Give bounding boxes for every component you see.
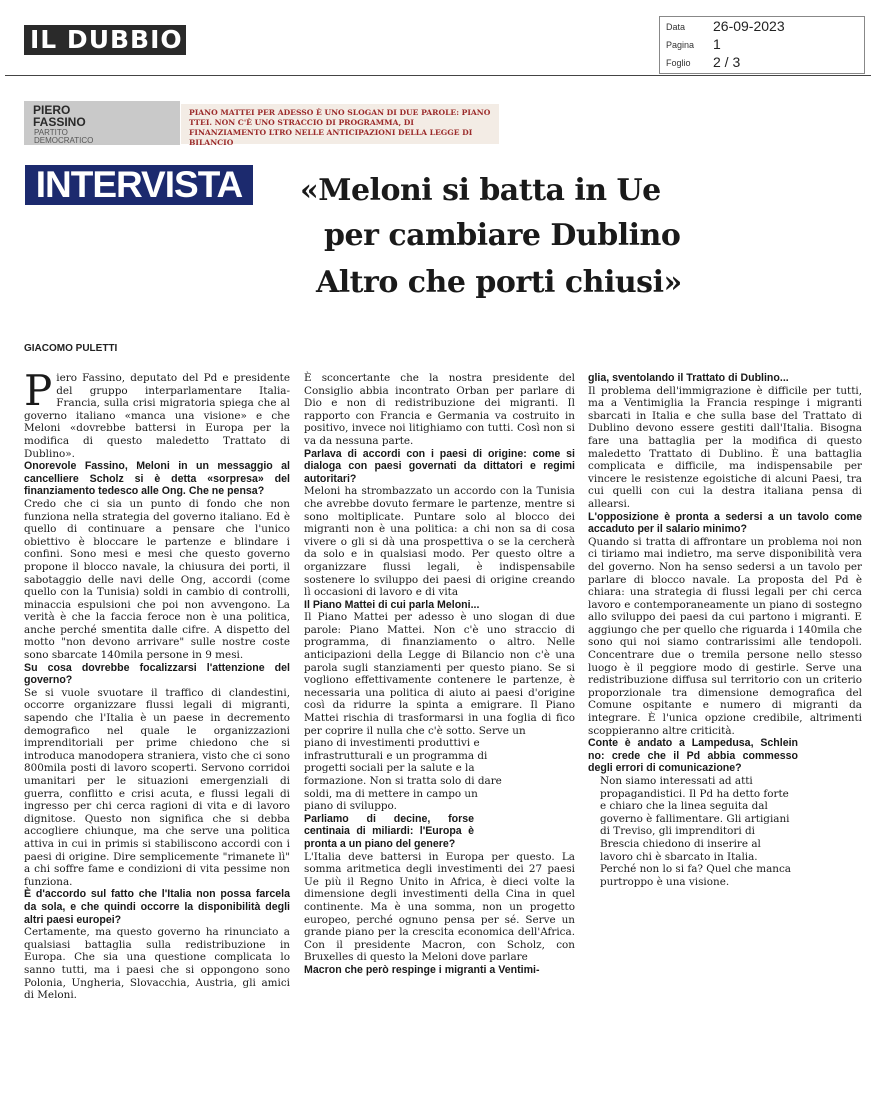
intro-paragraph	[24, 366, 290, 460]
press-metadata-box	[659, 16, 865, 74]
article-author: GIACOMO PULETTI	[24, 343, 118, 354]
article-column-3	[588, 372, 862, 888]
section-kicker: INTERVISTA	[25, 165, 253, 205]
answer-5: Il Piano Mattei per adesso è uno slogan di due parole: Piano Mattei. Non c'è uno straccio di programma, di finanziamento o altro. Nelle anticipazioni della Legge di Bilancio non c'è una parola sugli stanziamenti per questo piano. Se si vogliono effettivamente contenere le partenze, è necessaria una politica di aiuto ai paesi d'origine così da ridurre la spinta a emigrare. Il Piano Mattei rischia di trasformarsi in una foglia di fico per coprire il nulla che c'è sotto. Serve un	[304, 611, 575, 737]
date-label: Data	[666, 22, 686, 32]
answer-7: Il problema dell'immigrazione è difficile per tutti, ma a Ventimiglia la Francia respinge i migranti sbarcati in Italia e che sulla base del Trattato di Dublino devono essere gestiti dall'Italia. Bisogna fare una battaglia per la modifica di questo maledetto Trattato di Dublino. È una battaglia complicata e difficile, ma indispensabile per vincere le resistenze egoistiche di alcuni Paesi, tra cui quelli con cui la destra italiana pensa di allearsi.	[588, 384, 862, 510]
byline-box	[24, 101, 180, 145]
question-5: Il Piano Mattei di cui parla Meloni...	[304, 598, 480, 611]
article-column-2	[304, 372, 575, 977]
newspaper-logo: IL DUBBIO	[24, 25, 186, 55]
page-value: 1	[713, 36, 721, 52]
article-column-1	[24, 366, 290, 1002]
question-6: Parliamo di decine, forse centinaia di miliardi: l'Europa è pronta a un piano del genere?	[304, 812, 474, 850]
drop-cap: P	[24, 366, 53, 415]
sheet-label: Foglio	[666, 58, 691, 68]
answer-1: Credo che ci sia un punto di fondo che non funziona nella strategia del governo italiano. Ed è quello di continuare a pensare che l'unico obiettivo è bloccare le partenze e blindare i confini. Sono mesi e mesi che questo governo propone il blocco navale, la chiusura dei porti, il sabotaggio delle navi delle Ong, accordi (come quello con la Tunisia) soldi in cambio di controlli, minaccia espulsioni che poi non avvengono. La verità è che la faccia feroce non è una politica, anche perché smentita dalle cifre. A dispetto del motto "non devono arrivare" sulle nostre coste sono sbarcate 140mila persone in 9 mesi.	[24, 497, 290, 662]
interviewee-party: PARTITO DEMOCRATICO	[34, 128, 94, 145]
headline-line-1: «Meloni si batta in Ue	[300, 173, 661, 208]
answer-2: Se si vuole svuotare il traffico di clandestini, occorre organizzare flussi legali di migranti, sapendo che l'Italia è un paese in decremento demografico nel quale le organizzazioni imprenditoriali per prime chiedono che si introduca manodopera straniera, visto che ci sono 800mila posti di lavoro scoperti. Servono corridoi umanitari per le situazioni emergenziali di guerra, conflitto e crisi acuta, e flussi legali di ingresso per chi cerca ragioni di vita e di lavoro dignitose. Questo non significa che si debba accogliere chiunque, ma che serve una politica attiva in cui in primis si stabiliscono accordi con i paesi di origine. Dire semplicemente "rimanete lì" a chi soffre fame e condizioni di vita pessime non funziona.	[24, 686, 290, 888]
answer-4: Meloni ha strombazzato un accordo con la Tunisia che avrebbe dovuto fermare le partenze, mentre si sono moltiplicate. Puntare solo al blocco dei migranti non è una politica: a chi non sa di cosa vivere o gli si dà una prospettiva o se la cercherà da solo e in qualsiasi modo. Per questo oltre a organizzare flussi legali, è indispensabile sostenere lo sviluppo dei paesi di origine creando lì occasioni di lavoro e di vita	[304, 485, 575, 599]
answer-5-continued: piano di investimenti produttivi e infrastrutturali e un programma di progetti sociali per la salute e la formazione. Non si tratta solo di dare soldi, ma di mettere in campo un piano di sviluppo.	[304, 737, 502, 813]
answer-6-bold-continued: glia, sventolando il Trattato di Dublino...	[588, 372, 789, 384]
sheet-value: 2 / 3	[713, 54, 741, 70]
interviewee-name: PIERO FASSINO	[33, 103, 86, 129]
summary-box	[181, 104, 499, 147]
question-3: È d'accordo sul fatto che l'Italia non possa farcela da sola, e che quindi occorre la disponibilità degli altri paesi europei?	[24, 888, 290, 926]
question-9: Conte è andato a Lampedusa, Schlein no: crede che il Pd abbia commesso degli errori di comunicazione?	[588, 737, 798, 775]
answer-6-bold-closing: Macron che però respinge i migranti a Ventimi-	[304, 963, 540, 976]
answer-8: Quando si tratta di affrontare un problema noi non ci tiriamo mai indietro, ma serve disponibilità vera del governo. Non ha senso sedersi a un tavolo per parlare di blocco navale. La proposta del Pd è chiara: una strategia di flussi legali per chi cerca lavoro e contemporaneamente un piano di sostegno allo sviluppo dei paesi da cui partono i migranti. E aggiungo che per quello che riguarda i 140mila che sono qui noi siamo contrarissimi alle tendopoli. Concentrare due o tremila persone nello stesso luogo è il peggiore modo di gestirle. Serve una redistribuzione diffusa sul territorio con un criterio proporzionale tra dimensione demografica del Comune ospitante e numero di migranti da integrare. È l'unica opzione credibile, altrimenti scoppieranno altre criticità.	[588, 535, 862, 737]
answer-3-continued: È sconcertante che la nostra presidente del Consiglio abbia incontrato Orban per parlare di Dio e non di redistribuzione dei migranti. Il rapporto con Francia e Germania va costruito in positivo, invece noi litighiamo con tutti. Così non si va da nessuna parte.	[304, 372, 575, 447]
answer-9: Non siamo interessati ad atti propagandistici. Il Pd ha detto forte e chiaro che la linea seguita dal governo è fallimentare. Gli artigiani di Treviso, gli imprenditori di Brescia chiedono di inserire al lavoro chi è sbarcato in Italia. Perché non lo si fa? Quel che manca purtroppo è una visione.	[600, 775, 792, 888]
answer-3: Certamente, ma questo governo ha rinunciato a qualsiasi battaglia sulla redistribuzione in Europa. Che sia una questione complicata lo sanno tutti, ma i paesi che si oppongono sono Polonia, Ungheria, Slovacchia, Austria, gli amici di Meloni.	[24, 926, 290, 1002]
question-8: L'opposizione è pronta a sedersi a un tavolo come accaduto per il salario minimo?	[588, 510, 862, 536]
answer-6: L'Italia deve battersi in Europa per questo. La somma aritmetica degli investimenti dei 27 paesi Ue più il Regno Unito in Africa, è dieci volte la dimensione degli investimenti della Cina in quel continente. Ma è una somma, non un progetto europeo, perché ognuno pensa per sé. Serve un grande piano per la crescita economica dell'Africa. Con il presidente Macron, con Scholz, con Bruxelles di questo la Meloni dove parlare	[304, 850, 575, 964]
intro-text: iero Fassino, deputato del Pd e presidente del gruppo interparlamentare Italia-Francia, sulla crisi migratoria spiega che al governo italiano «manca una visione» e che Meloni «dovrebbe battersi in Europa per la modifica di questo maledetto Trattato di Dublino».	[24, 372, 290, 460]
date-value: 26-09-2023	[713, 18, 785, 34]
headline-line-3: Altro che porti chiusi»	[316, 265, 682, 300]
summary-text: PIANO MATTEI PER ADESSO È UNO SLOGAN DI DUE PAROLE: PIANO TTEI. NON C'È UNO STRACCIO DI PROGRAMMA, DI FINANZIAMENTO LTRO NELLE ANTICIPAZIONI DELLA LEGGE DI BILANCIO	[189, 108, 491, 147]
header-divider	[5, 75, 871, 76]
question-1: Onorevole Fassino, Meloni in un messaggio al cancelliere Scholz si è detta «sorpresa» del finanziamento tedesco alle Ong. Che ne pensa?	[24, 460, 290, 498]
question-2: Su cosa dovrebbe focalizzarsi l'attenzione del governo?	[24, 661, 290, 687]
headline-line-2: per cambiare Dublino	[324, 218, 681, 253]
question-4: Parlava di accordi con i paesi di origine: come si dialoga con paesi governati da dittatori e regimi autoritari?	[304, 447, 575, 485]
page-label: Pagina	[666, 40, 695, 50]
